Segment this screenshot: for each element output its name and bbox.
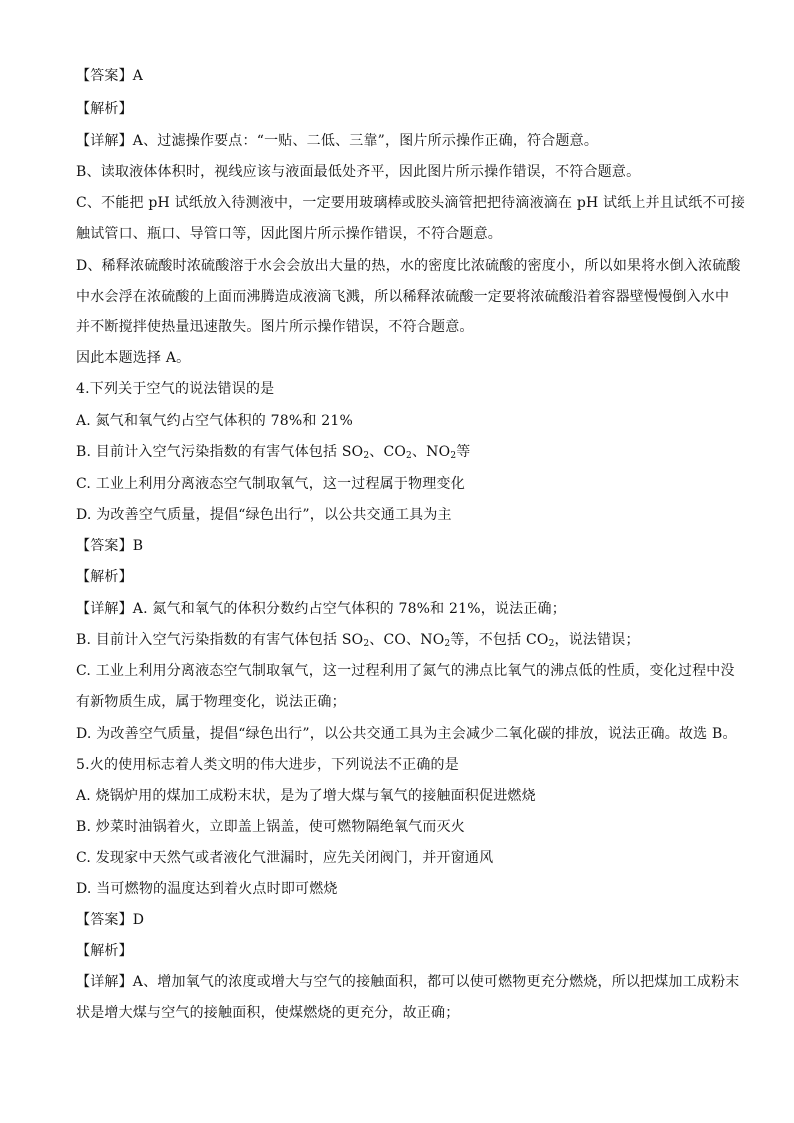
q5-option-a: A. 烧锅炉用的煤加工成粉末状，是为了增大煤与氧气的接触面积促进燃烧	[76, 788, 536, 804]
q5-option-c: C. 发现家中天然气或者液化气泄漏时，应先关闭阀门，并开窗通风	[76, 850, 494, 866]
q4-detail-c-line1: C. 工业上利用分离液态空气制取氧气，这一过程利用了氮气的沸点比氧气的沸点低的性质，变化过程中没	[76, 663, 735, 679]
q3-conclusion: 因此本题选择 A。	[76, 350, 191, 366]
q4-detail-b: B. 目前计入空气污染指数的有害气体包括 $SO_2$、CO、$NO_2$等，不包括 $CO_2$，说法错误；	[76, 632, 640, 649]
q3-detail-c-line2: 触试管口、瓶口、导管口等，因此图片所示操作错误，不符合题意。	[76, 226, 502, 242]
q4-stem: 4.下列关于空气的说法错误的是	[76, 381, 275, 397]
q4-detail-d: D. 为改善空气质量，提倡“绿色出行”，以公共交通工具为主会减少二氧化碳的排放，说法正确。故选 B。	[76, 726, 737, 742]
q3-detail-c-line1: C、不能把 pH 试纸放入待测液中，一定要用玻璃棒或胶头滴管把把待滴液滴在 pH 试纸上并且试纸不可接	[76, 195, 746, 211]
q4-option-a: A. 氮气和氧气约占空气体积的 78%和 21%	[76, 413, 353, 429]
q5-answer: 【答案】D	[76, 912, 145, 928]
q4-detail-c-line2: 有新物质生成，属于物理变化，说法正确；	[76, 694, 346, 710]
q4-answer: 【答案】B	[76, 538, 144, 554]
q5-detail-a-line1: 【详解】A、增加氧气的浓度或增大与空气的接触面积，都可以使可燃物更充分燃烧，所以把煤加工成粉末	[76, 974, 740, 990]
q3-detail-d-line3: 并不断搅拌使热量迅速散失。图片所示操作错误，不符合题意。	[76, 319, 474, 335]
q5-analysis-heading: 【解析】	[76, 943, 133, 959]
q5-detail-a-line2: 状是增大煤与空气的接触面积，使煤燃烧的更充分，故正确；	[76, 1005, 460, 1021]
q5-stem: 5.火的使用标志着人类文明的伟大进步，下列说法不正确的是	[76, 757, 459, 773]
q5-option-b: B. 炒菜时油锅着火，立即盖上锅盖，使可燃物隔绝氧气而灭火	[76, 819, 465, 835]
q4-option-d: D. 为改善空气质量，提倡“绿色出行”，以公共交通工具为主	[76, 507, 452, 523]
q3-detail-b: B、读取液体体积时，视线应该与液面最低处齐平，因此图片所示操作错误，不符合题意。	[76, 164, 641, 180]
q3-detail-d-line2: 中水会浮在浓硫酸的上面而沸腾造成液滴飞溅，所以稀释浓硫酸一定要将浓硫酸沿着容器壁慢慢倒入水中	[76, 289, 730, 305]
q4-detail-a: 【详解】A. 氮气和氧气的体积分数约占空气体积的 78%和 21%，说法正确；	[76, 601, 566, 617]
q4-analysis-heading: 【解析】	[76, 569, 133, 585]
q3-detail-a: 【详解】A、过滤操作要点：“一贴、二低、三靠”，图片所示操作正确，符合题意。	[76, 133, 599, 149]
q3-answer: 【答案】A	[76, 68, 144, 84]
q4-option-b: B. 目前计入空气污染指数的有害气体包括 $SO_2$、$CO_2$、$NO_2$等	[76, 444, 471, 461]
q3-analysis-heading: 【解析】	[76, 101, 133, 117]
q5-option-d: D. 当可燃物的温度达到着火点时即可燃烧	[76, 881, 338, 897]
q4-option-c: C. 工业上利用分离液态空气制取氧气，这一过程属于物理变化	[76, 476, 465, 492]
q3-detail-d-line1: D、稀释浓硫酸时浓硫酸溶于水会会放出大量的热，水的密度比浓硫酸的密度小，所以如果将水倒入浓硫酸	[76, 258, 741, 274]
